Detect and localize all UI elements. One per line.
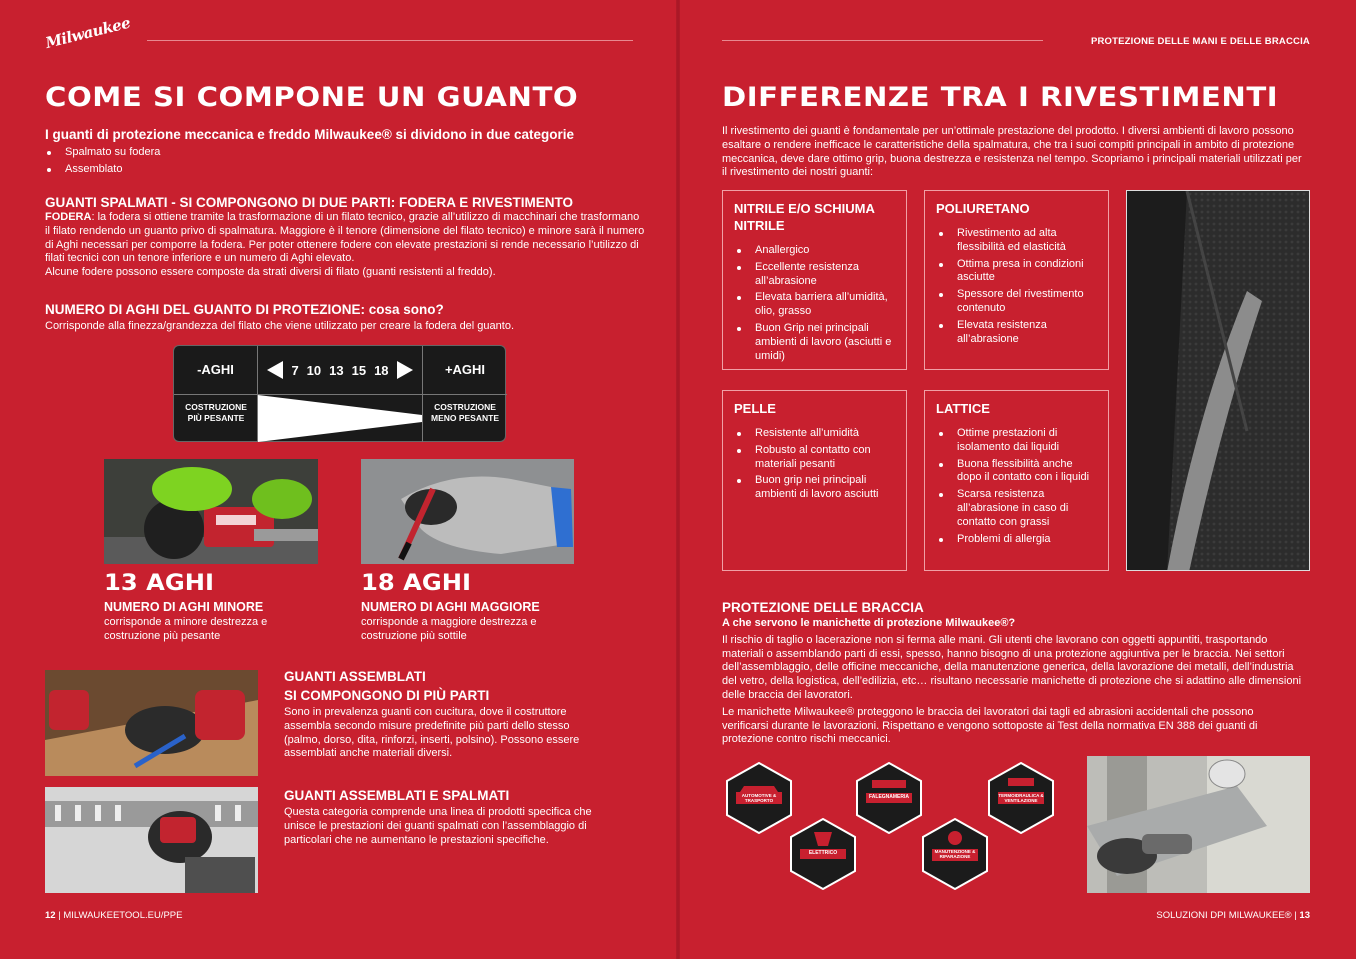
list-item: Ottime prestazioni di isolamento dai liquidi <box>937 427 1100 455</box>
aghi-heading: NUMERO DI AGHI DEL GUANTO DI PROTEZIONE: cosa sono? <box>45 302 444 317</box>
hex-label: FALEGNAMERIA <box>869 794 909 800</box>
rail-glove-illustration <box>45 787 258 893</box>
coating-title: POLIURETANO <box>936 201 1030 216</box>
rail-glove-photo <box>45 787 258 893</box>
spalmati-body2: Alcune fodere possono essere composte da strati diversi di filato (guanti resistenti al freddo). <box>45 266 496 279</box>
scale-numbers <box>260 360 420 380</box>
list-item: Ottima presa in condizioni asciutte <box>937 258 1100 286</box>
fodera-text: : la fodera si ottiene tramite la trasformazione di un filato tecnico, grazie all’utilizzo di macchinari che trasformano il filato rendendo un guanto privo di spalmatura. Maggiore è il tenore (dimensione del filato tecnico) e minore sarà il numero di Aghi necessari per comporre la fodera. Per poter ottenere fodere con elevate prestazioni si rende necessario l’utilizzo di filati tecnici con un tenore inferiore e un numero di Aghi elevato. <box>45 211 645 265</box>
coating-box-poliuretano <box>924 190 1109 370</box>
wood-glove-illustration <box>45 670 258 776</box>
bandsaw-glove-photo <box>104 459 318 564</box>
card-18-desc: corrisponde a maggiore destrezza e costruzione più sottile <box>361 616 537 642</box>
card-13-number: 13 AGHI <box>104 571 214 596</box>
aghi-section <box>45 301 645 334</box>
assemblati-body: Sono in prevalenza guanti con cucitura, dove il costruttore assembla secondo misure predefinite più parti dello stesso (palmo, dorso, dita, rinforzi, inserti, polsino). Possono essere assemblati anche materiali diversi. <box>284 706 580 760</box>
needle-count: 7 <box>291 362 299 378</box>
sector-hex-automotive <box>726 762 792 834</box>
card-18-number: 18 AGHI <box>361 571 471 596</box>
list-item: Elevata barriera all’umidità, olio, grasso <box>735 291 898 319</box>
coating-texture-illustration <box>1127 191 1310 571</box>
card-13-title: NUMERO DI AGHI MINORE <box>104 600 264 614</box>
header-rule-left <box>147 40 633 41</box>
list-item: Resistente all’umidità <box>735 427 898 441</box>
card-18-title: NUMERO DI AGHI MAGGIORE <box>361 600 540 614</box>
scale-light-label: COSTRUZIONE MENO PESANTE <box>430 402 499 423</box>
list-item: Anallergico <box>735 244 898 258</box>
assemblati-section <box>284 668 604 761</box>
milwaukee-logo: Milwaukee <box>43 13 132 53</box>
list-item: Spalmato su fodera <box>45 146 645 160</box>
assemblati-spalmati-heading: GUANTI ASSEMBLATI E SPALMATI <box>284 788 510 803</box>
assemblati-heading-2: SI COMPONGONO DI PIÙ PARTI <box>284 688 490 703</box>
coatings-intro: Il rivestimento dei guanti è fondamentale per un’ottimale prestazione del prodotto. I diversi ambienti di lavoro possono esaltare o rendere inefficace le caratteristiche della spalmatura, che tra i suoi compiti principali in ambito di protezione meccanica, deve dare ottimo grip, buona destrezza e resistenza nel tempo. Scopriamo i principali materiali utilizzati per il rivestimento dei nostri guanti: <box>722 125 1302 179</box>
thickness-wedge <box>258 395 422 442</box>
coating-list <box>937 427 1100 546</box>
braccia-paragraph-1: Il rischio di taglio o lacerazione non si ferma alle mani. Gli utenti che lavorano con oggetti appuntiti, trasportando materiali o assemblando parti di essi, spesso, hanno bisogno di una protezione aggiuntiva per le braccia. Nei settori dell’assemblaggio, delle officine meccaniche, della manutenzione generica, della lavorazione dei metalli, dell’industria del vetro, della logistica, dell’edilizia, etc… risultano necessarie manichette di protezione che si adattino alle dimensioni delle braccia dei lavoratori. <box>722 633 1302 701</box>
wood-glove-photo <box>45 670 258 776</box>
sector-hex-falegnameria <box>856 762 922 834</box>
coating-box-pelle <box>722 390 907 571</box>
needle-count: 15 <box>351 362 367 378</box>
list-item: Robusto al contatto con materiali pesanti <box>735 444 898 472</box>
list-item: Spessore del rivestimento contenuto <box>937 288 1100 316</box>
coating-list <box>735 427 898 502</box>
sector-hex-manutenzione <box>922 818 988 890</box>
list-item: Rivestimento ad alta flessibilità ed elasticità <box>937 227 1100 255</box>
needle-scale <box>173 345 506 442</box>
card-13-desc: corrisponde a minore destrezza e costruzione più pesante <box>104 616 268 642</box>
spalmati-body <box>45 211 645 266</box>
arrow-right-icon <box>397 361 413 379</box>
duct-arm-photo <box>1087 756 1310 893</box>
hex-label: TERMOIDRAULICA & VENTILAZIONE <box>998 793 1044 803</box>
coating-box-lattice <box>924 390 1109 571</box>
running-head: PROTEZIONE DELLE MANI E DELLE BRACCIA <box>1090 36 1310 47</box>
footer-left <box>45 910 182 921</box>
spalmati-heading: GUANTI SPALMATI - SI COMPONGONO DI DUE PARTI: FODERA E RIVESTIMENTO <box>45 195 574 210</box>
sector-hex-termoidraulica <box>988 762 1054 834</box>
coating-title: PELLE <box>734 401 776 416</box>
coating-box-nitrile <box>722 190 907 370</box>
assemblati-spalmati-body: Questa categoria comprende una linea di prodotti specifica che unisce le prestazioni dei guanti spalmati con l’assemblaggio di particolari che ne aumentano le prestazioni specifiche. <box>284 806 592 846</box>
assemblati-heading-1: GUANTI ASSEMBLATI <box>284 669 426 684</box>
footer-right <box>1156 910 1310 921</box>
braccia-section <box>722 599 1312 747</box>
needle-count: 18 <box>374 362 389 378</box>
intro-bullets <box>45 146 645 177</box>
braccia-heading: PROTEZIONE DELLE BRACCIA <box>722 600 924 615</box>
arrow-left-icon <box>267 361 283 379</box>
hex-label: AUTOMOTIVE & TRASPORTO <box>741 793 777 803</box>
fodera-label: FODERA <box>45 211 92 223</box>
footer-site: | MILWAUKEETOOL.EU/PPE <box>58 910 183 921</box>
hex-label: MANUTENZIONE & RIPARAZIONE <box>934 849 976 859</box>
coating-list <box>735 244 898 363</box>
card-13-aghi <box>104 571 344 644</box>
list-item: Scarsa resistenza all’abrasione in caso di contatto con grassi <box>937 488 1100 529</box>
header-rule-right <box>722 40 1043 41</box>
bandsaw-illustration <box>104 459 318 564</box>
card-18-aghi <box>361 571 601 644</box>
page-title-right: DIFFERENZE TRA I RIVESTIMENTI <box>722 82 1279 113</box>
scale-plus-label: +AGHI <box>444 362 486 377</box>
intro-heading: I guanti di protezione meccanica e freddo Milwaukee® si dividono in due categorie <box>45 127 575 142</box>
page-title-left: COME SI COMPONE UN GUANTO <box>45 82 579 113</box>
coating-list <box>937 227 1100 346</box>
list-item: Buon Grip nei principali ambienti di lavoro (asciutti e umidi) <box>735 322 898 363</box>
scale-heavy-label: COSTRUZIONE PIÙ PESANTE <box>185 402 247 423</box>
aghi-body: Corrisponde alla finezza/grandezza del filato che viene utilizzato per creare la fodera del guanto. <box>45 320 515 332</box>
list-item: Eccellente resistenza all’abrasione <box>735 261 898 289</box>
page-number-right: 13 <box>1299 910 1310 921</box>
page-gutter <box>676 0 680 959</box>
braccia-paragraph-2: Le manichette Milwaukee® proteggono le braccia dei lavoratori dai tagli ed abrasioni accidentali che possono verificarsi durante le lavorazioni. Rispettano e vengono sottoposte ai Test della normativa EN 388 dei guanti di protezione contro rischi meccanici. <box>722 705 1258 746</box>
needle-count: 10 <box>306 362 322 378</box>
scale-minus-label: -AGHI <box>197 362 234 377</box>
list-item: Buon grip nei principali ambienti di lavoro asciutti <box>735 474 898 502</box>
duct-illustration <box>1087 756 1310 893</box>
coating-title: LATTICE <box>936 401 990 416</box>
assemblati-spalmati-section <box>284 787 614 847</box>
intro-section <box>45 126 645 177</box>
marker-glove-photo <box>361 459 574 564</box>
marker-glove-illustration <box>361 459 574 564</box>
coating-closeup-photo <box>1126 190 1310 571</box>
coating-title: NITRILE E/O SCHIUMA NITRILE <box>734 201 875 233</box>
sector-hex-elettrico <box>790 818 856 890</box>
needle-count: 13 <box>329 362 344 378</box>
list-item: Buona flessibilità anche dopo il contatto con i liquidi <box>937 458 1100 486</box>
footer-brand: SOLUZIONI DPI MILWAUKEE® | <box>1156 910 1297 921</box>
list-item: Elevata resistenza all’abrasione <box>937 319 1100 347</box>
list-item: Problemi di allergia <box>937 533 1100 547</box>
list-item: Assemblato <box>45 163 645 177</box>
braccia-subheading: A che servono le manichette di protezione Milwaukee®? <box>722 617 1016 629</box>
spalmati-section <box>45 194 645 280</box>
hex-label: ELETTRICO <box>808 850 838 856</box>
page-number-left: 12 <box>45 910 56 921</box>
